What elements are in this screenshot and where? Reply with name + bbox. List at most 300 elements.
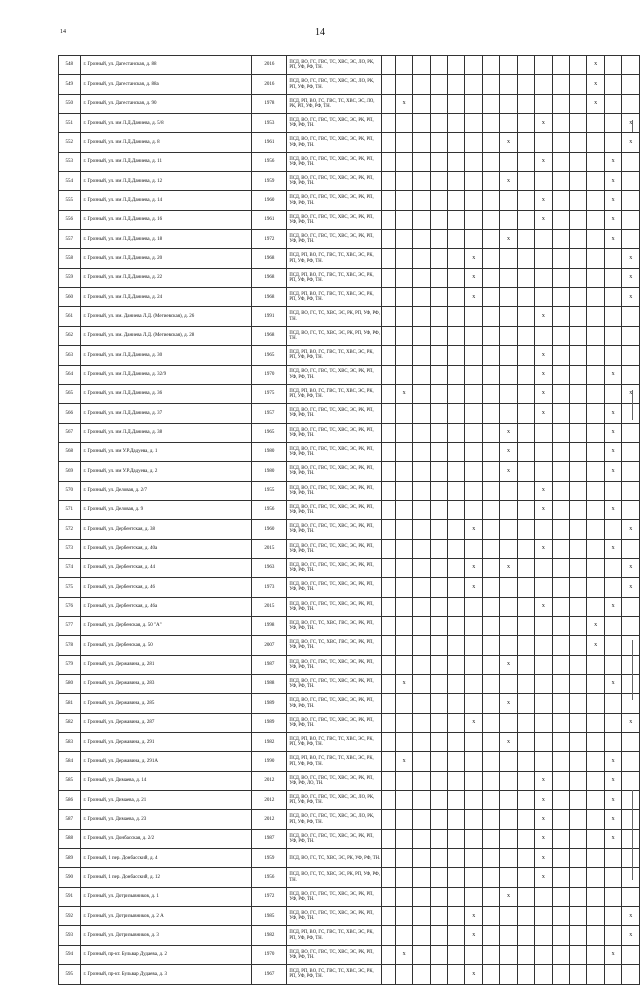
row-year: 2015: [252, 597, 287, 616]
mark-cell: x: [465, 907, 482, 926]
row-year: 1968: [252, 326, 287, 345]
empty-cell: [482, 384, 499, 403]
row-number: 578: [59, 636, 81, 655]
row-year: 1989: [252, 713, 287, 732]
empty-cell: [413, 384, 430, 403]
empty-cell: [465, 481, 482, 500]
empty-cell: [552, 965, 569, 984]
mark-cell: x: [500, 423, 517, 442]
empty-cell: [382, 810, 396, 829]
row-number: 560: [59, 288, 81, 307]
empty-cell: [465, 404, 482, 423]
empty-cell: [570, 887, 587, 906]
table-row: [59, 636, 640, 655]
empty-cell: [587, 288, 604, 307]
table-row: [59, 191, 640, 210]
empty-cell: [587, 365, 604, 384]
row-number: 577: [59, 616, 81, 635]
row-address: г. Грозный, ул. им У.Р.Дадуева, д. 1: [80, 442, 252, 461]
row-year: 1975: [252, 384, 287, 403]
row-number: 570: [59, 481, 81, 500]
table-row: [59, 578, 640, 597]
row-number: 574: [59, 558, 81, 577]
empty-cell: [622, 694, 640, 713]
empty-cell: [382, 56, 396, 75]
table-body: [59, 56, 640, 985]
row-year: 1957: [252, 404, 287, 423]
empty-cell: [570, 616, 587, 635]
row-works: ПСД, ВО, ГС, ГВС, ТС, ХВС, ЭС, РК, РП, УФ, РФ, ТН.: [287, 578, 382, 597]
mark-cell: x: [622, 558, 640, 577]
row-address: г. Грозный, ул. Дагестанская, д. 88: [80, 56, 252, 75]
empty-cell: [482, 307, 499, 326]
empty-cell: [517, 210, 534, 229]
mark-cell: x: [604, 365, 621, 384]
empty-cell: [587, 675, 604, 694]
mark-cell: x: [500, 694, 517, 713]
row-works: ПСД, ВО, ГС, ГВС, ТС, ХВС, ЭС, РК, РП, УФ, РФ, ТН.: [287, 945, 382, 964]
empty-cell: [570, 172, 587, 191]
empty-cell: [482, 713, 499, 732]
empty-cell: [552, 616, 569, 635]
row-works: ПСД, ВО, ГС, ГВС, ТС, ХВС, ЭС, РК, РП, УФ, РФ, ТН.: [287, 500, 382, 519]
empty-cell: [482, 462, 499, 481]
empty-cell: [448, 868, 465, 887]
empty-cell: [535, 965, 552, 984]
empty-cell: [382, 829, 396, 848]
empty-cell: [448, 849, 465, 868]
row-works: ПСД, ВО, ГС, ГВС, ТС, ХВС, ЭС, РК, РП, УФ, РФ, ТН.: [287, 597, 382, 616]
empty-cell: [395, 152, 412, 171]
mark-cell: x: [587, 75, 604, 94]
row-year: 1963: [252, 558, 287, 577]
empty-cell: [448, 636, 465, 655]
empty-cell: [430, 965, 447, 984]
table-row: [59, 500, 640, 519]
empty-cell: [604, 868, 621, 887]
mark-cell: x: [604, 442, 621, 461]
row-year: 1990: [252, 752, 287, 771]
page-number-small: 14: [60, 29, 66, 35]
empty-cell: [570, 365, 587, 384]
empty-cell: [570, 210, 587, 229]
row-number: 561: [59, 307, 81, 326]
row-year: 1978: [252, 94, 287, 113]
mark-cell: x: [604, 423, 621, 442]
empty-cell: [465, 423, 482, 442]
mark-cell: x: [500, 655, 517, 674]
empty-cell: [552, 926, 569, 945]
mark-cell: x: [535, 481, 552, 500]
empty-cell: [413, 578, 430, 597]
empty-cell: [395, 578, 412, 597]
row-works: ПСД, РП, ВО, ГС, ГВС, ТС, ХВС, ЭС, РК, РП, УФ, РФ, ТН.: [287, 926, 382, 945]
empty-cell: [430, 404, 447, 423]
row-year: 2012: [252, 771, 287, 790]
empty-cell: [482, 907, 499, 926]
empty-cell: [587, 346, 604, 365]
empty-cell: [382, 94, 396, 113]
empty-cell: [500, 810, 517, 829]
empty-cell: [622, 791, 640, 810]
table-row: [59, 210, 640, 229]
empty-cell: [570, 500, 587, 519]
empty-cell: [465, 868, 482, 887]
row-year: 1985: [252, 907, 287, 926]
empty-cell: [482, 404, 499, 423]
empty-cell: [552, 849, 569, 868]
empty-cell: [430, 771, 447, 790]
mark-cell: x: [604, 191, 621, 210]
empty-cell: [517, 346, 534, 365]
empty-cell: [465, 887, 482, 906]
empty-cell: [517, 907, 534, 926]
empty-cell: [448, 210, 465, 229]
table-row: [59, 655, 640, 674]
row-year: 1970: [252, 945, 287, 964]
row-year: 1970: [252, 365, 287, 384]
table-row: [59, 56, 640, 75]
empty-cell: [552, 481, 569, 500]
empty-cell: [552, 752, 569, 771]
row-works: ПСД, ВО, ГС, ГВС, ТС, ХВС, ЭС, РК, РП, УФ, РФ, ТН.: [287, 481, 382, 500]
row-address: г. Грозный, ул. Державина, д. 283: [80, 675, 252, 694]
empty-cell: [587, 307, 604, 326]
table-row: [59, 829, 640, 848]
empty-cell: [430, 578, 447, 597]
empty-cell: [552, 326, 569, 345]
empty-cell: [604, 346, 621, 365]
empty-cell: [587, 230, 604, 249]
empty-cell: [448, 655, 465, 674]
empty-cell: [465, 791, 482, 810]
empty-cell: [604, 578, 621, 597]
empty-cell: [482, 945, 499, 964]
empty-cell: [413, 56, 430, 75]
empty-cell: [570, 733, 587, 752]
mark-cell: x: [622, 578, 640, 597]
empty-cell: [482, 675, 499, 694]
table-row: [59, 965, 640, 984]
empty-cell: [482, 694, 499, 713]
row-address: г. Грозный, ул. Димаева, д. 14: [80, 771, 252, 790]
empty-cell: [382, 191, 396, 210]
table-row: [59, 172, 640, 191]
empty-cell: [382, 384, 396, 403]
empty-cell: [622, 365, 640, 384]
row-year: 1955: [252, 481, 287, 500]
empty-cell: [570, 771, 587, 790]
empty-cell: [448, 404, 465, 423]
empty-cell: [517, 539, 534, 558]
table-row: [59, 926, 640, 945]
mark-cell: x: [535, 114, 552, 133]
empty-cell: [570, 655, 587, 674]
empty-cell: [395, 442, 412, 461]
empty-cell: [395, 887, 412, 906]
table-row: [59, 114, 640, 133]
row-year: 1965: [252, 423, 287, 442]
mark-cell: x: [535, 307, 552, 326]
empty-cell: [430, 288, 447, 307]
empty-cell: [587, 597, 604, 616]
row-address: г. Грозный, ул. им Л.Д.Даниева, д. 20: [80, 249, 252, 268]
empty-cell: [570, 829, 587, 848]
row-year: 2012: [252, 791, 287, 810]
row-address: г. Грозный, ул. им Л.Д.Даниева, д. 32/9: [80, 365, 252, 384]
empty-cell: [535, 713, 552, 732]
row-address: г. Грозный, ул. Дагестанская, д. 88а: [80, 75, 252, 94]
mark-cell: x: [465, 288, 482, 307]
empty-cell: [517, 307, 534, 326]
row-year: 1961: [252, 133, 287, 152]
empty-cell: [482, 326, 499, 345]
empty-cell: [465, 114, 482, 133]
row-year: 2012: [252, 810, 287, 829]
row-number: 551: [59, 114, 81, 133]
empty-cell: [552, 230, 569, 249]
empty-cell: [430, 326, 447, 345]
empty-cell: [395, 172, 412, 191]
row-works: ПСД, ВО, ГС, ГВС, ТС, ХВС, ЭС, РК, РП, УФ, РФ, ТН.: [287, 442, 382, 461]
mark-cell: x: [535, 152, 552, 171]
row-number: 587: [59, 810, 81, 829]
mark-cell: x: [604, 829, 621, 848]
row-number: 583: [59, 733, 81, 752]
row-number: 591: [59, 887, 81, 906]
empty-cell: [395, 829, 412, 848]
mark-cell: x: [500, 133, 517, 152]
row-works: ПСД, ВО, ГС, ГВС, ТС, ХВС, ЭС, РК, РП, УФ, РФ, ТН.: [287, 423, 382, 442]
empty-cell: [622, 326, 640, 345]
mark-cell: x: [622, 384, 640, 403]
empty-cell: [395, 810, 412, 829]
empty-cell: [500, 249, 517, 268]
empty-cell: [382, 114, 396, 133]
empty-cell: [430, 56, 447, 75]
empty-cell: [570, 597, 587, 616]
mark-cell: x: [535, 500, 552, 519]
row-works: ПСД, ВО, ГС, ГВС, ТС, ХВС, ЭС, РК, РП, УФ, РФ, ТН.: [287, 675, 382, 694]
empty-cell: [482, 791, 499, 810]
empty-cell: [570, 230, 587, 249]
row-address: г. Грозный, ул. Дербентская, д. 44: [80, 558, 252, 577]
empty-cell: [552, 210, 569, 229]
empty-cell: [413, 926, 430, 945]
empty-cell: [482, 346, 499, 365]
empty-cell: [622, 733, 640, 752]
row-address: г. Грозный, ул. Димаева, д. 21: [80, 791, 252, 810]
empty-cell: [465, 694, 482, 713]
row-number: 566: [59, 404, 81, 423]
empty-cell: [413, 326, 430, 345]
row-year: 1989: [252, 694, 287, 713]
empty-cell: [517, 152, 534, 171]
empty-cell: [500, 829, 517, 848]
empty-cell: [500, 713, 517, 732]
row-works: ПСД, РП, ВО, ГС, ГВС, ТС, ХВС, ЭС, РК, РП, УФ, РФ, ТН.: [287, 288, 382, 307]
empty-cell: [587, 268, 604, 287]
empty-cell: [395, 694, 412, 713]
empty-cell: [587, 114, 604, 133]
empty-cell: [395, 655, 412, 674]
empty-cell: [448, 114, 465, 133]
table-row: [59, 307, 640, 326]
empty-cell: [552, 810, 569, 829]
row-number: 585: [59, 771, 81, 790]
empty-cell: [570, 965, 587, 984]
empty-cell: [500, 520, 517, 539]
row-address: г. Грозный, ул. им. Даниева Л.Д. (Мегиевская), д. 26: [80, 307, 252, 326]
row-year: 1956: [252, 868, 287, 887]
empty-cell: [430, 616, 447, 635]
empty-cell: [465, 752, 482, 771]
empty-cell: [382, 462, 396, 481]
mark-cell: x: [500, 172, 517, 191]
empty-cell: [395, 539, 412, 558]
row-address: г. Грозный, ул. им Л.Д.Даниева, д. 38: [80, 423, 252, 442]
empty-cell: [500, 326, 517, 345]
empty-cell: [465, 945, 482, 964]
row-address: г. Грозный, ул. Державина, д. 291А: [80, 752, 252, 771]
empty-cell: [517, 249, 534, 268]
empty-cell: [552, 500, 569, 519]
empty-cell: [552, 597, 569, 616]
empty-cell: [517, 500, 534, 519]
empty-cell: [430, 675, 447, 694]
mark-cell: x: [535, 404, 552, 423]
mark-cell: x: [535, 365, 552, 384]
row-year: 1980: [252, 462, 287, 481]
row-year: 1968: [252, 249, 287, 268]
mark-cell: x: [500, 558, 517, 577]
empty-cell: [382, 636, 396, 655]
empty-cell: [587, 423, 604, 442]
empty-cell: [552, 75, 569, 94]
row-address: г. Грозный, ул. Державина, д. 281: [80, 655, 252, 674]
row-works: ПСД, РП, ВО, ГС, ГВС, ТС, ХВС, ЭС, РК, РП, УФ, РФ, ТН.: [287, 965, 382, 984]
table-row: [59, 752, 640, 771]
empty-cell: [622, 597, 640, 616]
empty-cell: [413, 307, 430, 326]
row-number: 580: [59, 675, 81, 694]
empty-cell: [430, 733, 447, 752]
row-year: 1959: [252, 172, 287, 191]
row-year: 2016: [252, 75, 287, 94]
empty-cell: [535, 94, 552, 113]
empty-cell: [430, 365, 447, 384]
mark-cell: x: [535, 539, 552, 558]
empty-cell: [465, 191, 482, 210]
empty-cell: [552, 675, 569, 694]
empty-cell: [587, 887, 604, 906]
empty-cell: [448, 423, 465, 442]
mark-cell: x: [604, 752, 621, 771]
empty-cell: [482, 423, 499, 442]
empty-cell: [570, 810, 587, 829]
mark-cell: x: [535, 384, 552, 403]
empty-cell: [570, 326, 587, 345]
empty-cell: [552, 288, 569, 307]
row-number: 579: [59, 655, 81, 674]
empty-cell: [430, 597, 447, 616]
empty-cell: [552, 442, 569, 461]
empty-cell: [448, 829, 465, 848]
empty-cell: [517, 578, 534, 597]
mark-cell: x: [604, 675, 621, 694]
empty-cell: [570, 56, 587, 75]
row-address: г. Грозный, ул. им Л.Д.Даниева, д. 8: [80, 133, 252, 152]
empty-cell: [552, 887, 569, 906]
row-address: г. Грозный, ул. им Л.Д.Даниева, д. 11: [80, 152, 252, 171]
empty-cell: [382, 558, 396, 577]
mark-cell: x: [604, 500, 621, 519]
empty-cell: [535, 249, 552, 268]
empty-cell: [448, 133, 465, 152]
empty-cell: [430, 752, 447, 771]
empty-cell: [413, 945, 430, 964]
empty-cell: [587, 462, 604, 481]
empty-cell: [430, 500, 447, 519]
row-address: г. Грозный, ул. Державина, д. 291: [80, 733, 252, 752]
empty-cell: [395, 868, 412, 887]
empty-cell: [587, 578, 604, 597]
table-row: [59, 539, 640, 558]
empty-cell: [395, 636, 412, 655]
empty-cell: [482, 442, 499, 461]
empty-cell: [517, 56, 534, 75]
empty-cell: [413, 597, 430, 616]
row-number: 567: [59, 423, 81, 442]
empty-cell: [430, 114, 447, 133]
mark-cell: x: [622, 907, 640, 926]
empty-cell: [430, 539, 447, 558]
empty-cell: [430, 230, 447, 249]
empty-cell: [413, 133, 430, 152]
empty-cell: [482, 829, 499, 848]
empty-cell: [587, 133, 604, 152]
empty-cell: [604, 733, 621, 752]
row-address: г. Грозный, ул. Деловая, д. 2/7: [80, 481, 252, 500]
empty-cell: [430, 636, 447, 655]
empty-cell: [395, 500, 412, 519]
row-address: г. Грозный, пр-кт. Бульвар Дудаева, д. 2: [80, 945, 252, 964]
empty-cell: [604, 520, 621, 539]
empty-cell: [465, 539, 482, 558]
row-number: 557: [59, 230, 81, 249]
row-address: г. Грозный, ул. Деловая, д. 9: [80, 500, 252, 519]
mark-cell: x: [500, 442, 517, 461]
empty-cell: [517, 191, 534, 210]
empty-cell: [465, 346, 482, 365]
empty-cell: [395, 365, 412, 384]
mark-cell: x: [465, 713, 482, 732]
mark-cell: x: [587, 94, 604, 113]
scan-edge-mark: [632, 790, 633, 880]
empty-cell: [482, 94, 499, 113]
empty-cell: [382, 520, 396, 539]
empty-cell: [517, 655, 534, 674]
row-address: г. Грозный, ул. Димаева, д. 23: [80, 810, 252, 829]
empty-cell: [622, 481, 640, 500]
row-address: г. Грозный, ул. им Л.Д.Даниева, д. 5/8: [80, 114, 252, 133]
mark-cell: x: [604, 810, 621, 829]
empty-cell: [552, 249, 569, 268]
empty-cell: [552, 907, 569, 926]
empty-cell: [517, 965, 534, 984]
empty-cell: [413, 887, 430, 906]
empty-cell: [587, 733, 604, 752]
